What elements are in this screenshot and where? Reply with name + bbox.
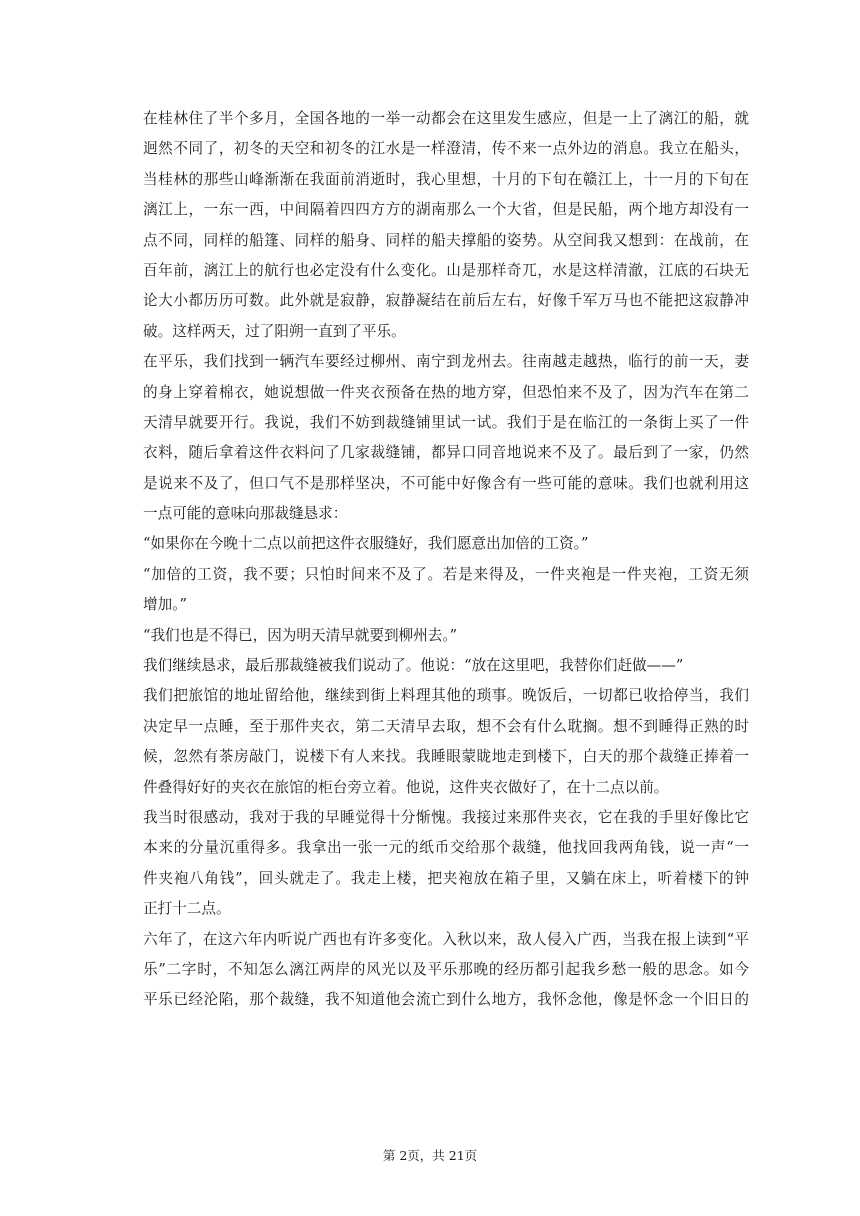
text-line: 我们把旅馆的地址留给他，继续到街上料理其他的琐事。晚饭后，一切都已收拾停当，我们 (143, 687, 749, 705)
text-line: 百年前，漓江上的航行也必定没有什么变化。山是那样奇兀，水是这样清澈，江底的石块无 (143, 261, 749, 279)
text-line: 衣料，随后拿着这件衣料问了几家裁缝铺，都异口同音地说来不及了。最后到了一家，仍然 (143, 444, 749, 462)
text-line: 在平乐，我们找到一辆汽车要经过柳州、南宁到龙州去。往南越走越热，临行的前一天，妻 (143, 353, 749, 371)
text-line: 候，忽然有茶房敲门，说楼下有人来找。我睡眼蒙眬地走到楼下，白天的那个裁缝正捧着一 (143, 748, 749, 766)
text-line: 是说来不及了，但口气不是那样坚决，不可能中好像含有一些可能的意味。我们也就利用这 (143, 474, 749, 492)
text-line: 件夹袍八角钱”，回头就走了。我走上楼，把夹袍放在箱子里，又躺在床上，听着楼下的钟 (143, 869, 749, 887)
text-line: 决定早一点睡，至于那件夹衣，第二天清早去取，想不会有什么耽搁。想不到睡得正熟的时 (143, 717, 749, 735)
text-line: “如果你在今晚十二点以前把这件衣服缝好，我们愿意出加倍的工资。” (143, 535, 589, 553)
text-line: 在桂林住了半个多月，全国各地的一举一动都会在这里发生感应，但是一上了漓江的船，就 (143, 110, 749, 127)
text-line: 我当时很感动，我对于我的早睡觉得十分惭愧。我接过来那件夹衣，它在我的手里好像比它 (143, 808, 749, 826)
text-line: “加倍的工资，我不要；只怕时间来不及了。若是来得及，一件夹袍是一件夹袍，工资无须 (143, 565, 749, 583)
text-line: 六年了，在这六年内听说广西也有许多变化。入秋以来，敌人侵入广西，当我在报上读到“平 (143, 930, 749, 948)
page-number-footer: 第 2页，共 21页 (382, 1148, 478, 1163)
text-line: 破。这样两天，过了阳朔一直到了平乐。 (143, 322, 406, 340)
text-line: 论大小都历历可数。此外就是寂静，寂静凝结在前后左右，好像千军万马也不能把这寂静冲 (143, 292, 749, 310)
text-line: 的身上穿着棉衣，她说想做一件夹衣预备在热的地方穿，但恐怕来不及了，因为汽车在第二 (143, 383, 749, 401)
text-line: 我们继续恳求，最后那裁缝被我们说动了。他说：“放在这里吧，我替你们赶做——” (143, 657, 684, 675)
text-line: 乐”二字时，不知怎么漓江两岸的风光以及平乐那晚的经历都引起我乡愁一般的思念。如今 (143, 960, 749, 978)
text-line: 当桂林的那些山峰渐渐在我面前消逝时，我心里想，十月的下旬在赣江上，十一月的下旬在 (143, 170, 749, 188)
text-line: 点不同，同样的船篷、同样的船身、同样的船夫撑船的姿势。从空间我又想到：在战前，在 (143, 231, 749, 249)
text-line: 增加。” (143, 596, 187, 614)
text-line: 正打十二点。 (143, 900, 231, 918)
text-line: 漓江上，一东一西，中间隔着四四方方的湖南那么一个大省，但是民船，两个地方却没有一 (143, 201, 749, 219)
text-line: 迥然不同了，初冬的天空和初冬的江水是一样澄清，传不来一点外边的消息。我立在船头， (143, 140, 749, 158)
text-line: “我们也是不得已，因为明天清早就要到柳州去。” (143, 626, 458, 644)
body-text (143, 104, 749, 1016)
text-line: 平乐已经沦陷，那个裁缝，我不知道他会流亡到什么地方，我怀念他，像是怀念一个旧日的 (143, 991, 749, 1009)
text-line: 天清早就要开行。我说，我们不妨到裁缝铺里试一试。我们于是在临江的一条街上买了一件 (143, 413, 749, 431)
text-line: 件叠得好好的夹衣在旅馆的柜台旁立着。他说，这件夹衣做好了，在十二点以前。 (143, 778, 669, 796)
text-line: 一点可能的意味向那裁缝恳求： (143, 505, 348, 523)
text-line: 本来的分量沉重得多。我拿出一张一元的纸币交给那个裁缝，他找回我两角钱，说一声“一 (143, 839, 749, 857)
